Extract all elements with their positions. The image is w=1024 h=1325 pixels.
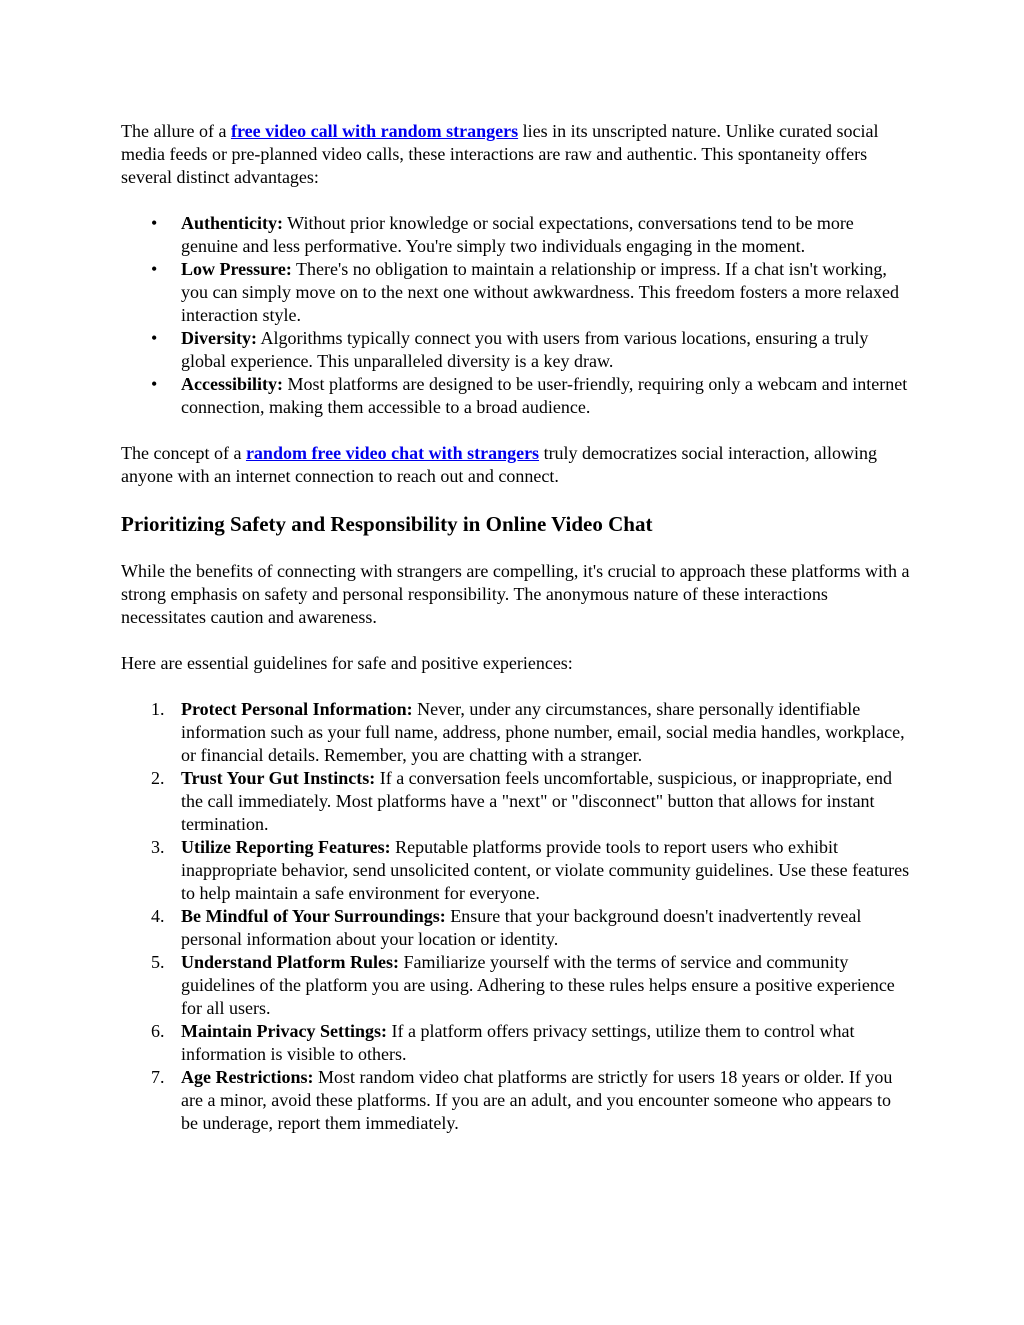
free-video-call-link[interactable]: free video call with random strangers: [230, 121, 519, 141]
safety-paragraph: While the benefits of connecting with strangers are compelling, it's crucial to approach these platforms with a strong emphasis on safety and personal responsibility. The anonymous nature of these interactions necessitates caution and awareness.: [121, 561, 910, 627]
list-item: [121, 698, 911, 767]
list-item: [121, 212, 911, 258]
list-item-text: Most random video chat platforms are strictly for users 18 years or older. If you are a minor, avoid these platforms. If you are an adult, and you encounter someone who appears to be underage, report them immediately.: [181, 1067, 893, 1133]
list-item: [121, 836, 911, 905]
list-number: 7.: [151, 1067, 165, 1087]
list-number: 2.: [151, 768, 165, 788]
bullet-icon: •: [151, 328, 158, 348]
concept-text-start: The concept of a: [121, 443, 246, 463]
list-item: [121, 1066, 911, 1135]
document-body: [121, 120, 911, 1158]
list-item-title: Diversity:: [181, 328, 257, 348]
list-item-title: Trust Your Gut Instincts:: [181, 768, 376, 788]
list-item-text: If a conversation feels uncomfortable, suspicious, or inappropriate, end the call immediately. Most platforms have a "next" or "disconnect" button that allows for instant termination.: [181, 768, 893, 834]
list-item: [121, 905, 911, 951]
bullet-icon: •: [151, 374, 158, 394]
list-number: 3.: [151, 837, 165, 857]
list-item-title: Accessibility:: [181, 374, 283, 394]
list-item-title: Low Pressure:: [181, 259, 292, 279]
intro-text-end: lies in its unscripted nature. Unlike curated social media feeds or pre-planned video calls, these interactions are raw and authentic. This spontaneity offers several distinct advantages:: [121, 121, 879, 187]
list-number: 4.: [151, 906, 165, 926]
guidelines-intro: Here are essential guidelines for safe and positive experiences:: [121, 653, 573, 673]
guidelines-list: [121, 698, 911, 1135]
list-item-title: Age Restrictions:: [181, 1067, 314, 1087]
list-number: 6.: [151, 1021, 165, 1041]
bullet-icon: •: [151, 213, 158, 233]
advantages-list: [121, 212, 911, 419]
list-item-text: Reputable platforms provide tools to report users who exhibit inappropriate behavior, send unsolicited content, or violate community guidelines. Use these features to help maintain a safe environment for everyone.: [181, 837, 910, 903]
section-heading: Prioritizing Safety and Responsibility in Online Video Chat: [121, 512, 653, 536]
list-item-title: Understand Platform Rules:: [181, 952, 399, 972]
list-item-title: Be Mindful of Your Surroundings:: [181, 906, 446, 926]
intro-paragraph: [121, 120, 911, 189]
list-item: [121, 327, 911, 373]
random-video-chat-link[interactable]: random free video chat with strangers: [245, 443, 540, 463]
list-item-text: Most platforms are designed to be user-friendly, requiring only a webcam and internet connection, making them accessible to a broad audience.: [181, 374, 908, 417]
list-item-text: Never, under any circumstances, share personally identifiable information such as your full name, address, phone number, email, social media handles, workplace, or financial details. Remember, you are chatting with a stranger.: [181, 699, 905, 765]
list-item-text: Familiarize yourself with the terms of service and community guidelines of the platform you are using. Adhering to these rules helps ensure a positive experience for all users.: [181, 952, 895, 1018]
concept-paragraph: [121, 442, 911, 488]
list-item-title: Utilize Reporting Features:: [181, 837, 391, 857]
list-item-title: Protect Personal Information:: [181, 699, 413, 719]
list-item: [121, 258, 911, 327]
list-number: 1.: [151, 699, 165, 719]
list-item-title: Maintain Privacy Settings:: [181, 1021, 387, 1041]
list-item-text: Algorithms typically connect you with users from various locations, ensuring a truly global experience. This unparalleled diversity is a key draw.: [181, 328, 869, 371]
intro-text-start: The allure of a: [121, 121, 231, 141]
list-item-title: Authenticity:: [181, 213, 283, 233]
list-number: 5.: [151, 952, 165, 972]
list-item-text: There's no obligation to maintain a relationship or impress. If a chat isn't working, you can simply move on to the next one without awkwardness. This freedom fosters a more relaxed interaction style.: [181, 259, 899, 325]
list-item: [121, 767, 911, 836]
list-item-text: If a platform offers privacy settings, utilize them to control what information is visible to others.: [181, 1021, 855, 1064]
list-item-text: Ensure that your background doesn't inadvertently reveal personal information about your location or identity.: [181, 906, 862, 949]
list-item: [121, 373, 911, 419]
list-item-text: Without prior knowledge or social expectations, conversations tend to be more genuine and less performative. You're simply two individuals engaging in the moment.: [181, 213, 854, 256]
bullet-icon: •: [151, 259, 158, 279]
concept-text-end: truly democratizes social interaction, allowing anyone with an internet connection to reach out and connect.: [121, 443, 877, 486]
list-item: [121, 1020, 911, 1066]
list-item: [121, 951, 911, 1020]
